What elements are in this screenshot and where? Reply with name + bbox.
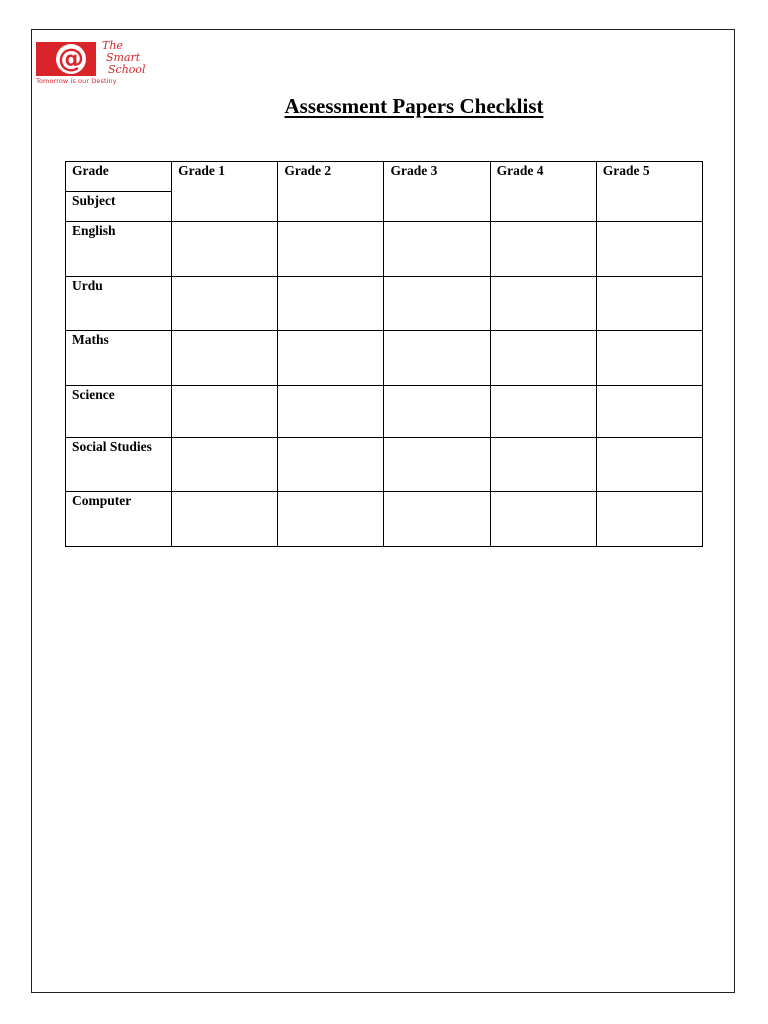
check-cell[interactable] xyxy=(596,492,702,547)
table-row xyxy=(66,331,703,386)
checklist-table xyxy=(65,161,703,547)
check-cell[interactable] xyxy=(490,331,596,386)
check-cell[interactable] xyxy=(384,277,490,331)
check-cell[interactable] xyxy=(384,222,490,277)
logo-school-name: The Smart School xyxy=(102,39,146,76)
at-sign-icon: @ xyxy=(58,44,84,74)
check-cell[interactable] xyxy=(596,438,702,492)
subject-label: Maths xyxy=(66,331,172,386)
logo-tagline: Tomorrow is our Destiny xyxy=(36,77,117,85)
check-cell[interactable] xyxy=(490,277,596,331)
document-title: Assessment Papers Checklist xyxy=(284,94,544,118)
check-cell[interactable] xyxy=(278,277,384,331)
check-cell[interactable] xyxy=(278,331,384,386)
subject-label: Science xyxy=(66,386,172,438)
school-logo xyxy=(36,39,148,88)
table-row xyxy=(66,438,703,492)
subject-label: English xyxy=(66,222,172,277)
check-cell[interactable] xyxy=(172,438,278,492)
check-cell[interactable] xyxy=(172,331,278,386)
check-cell[interactable] xyxy=(490,386,596,438)
grade-header: Grade 4 xyxy=(490,162,596,222)
check-cell[interactable] xyxy=(596,222,702,277)
check-cell[interactable] xyxy=(278,492,384,547)
grade-header: Grade 2 xyxy=(278,162,384,222)
check-cell[interactable] xyxy=(596,386,702,438)
table-row xyxy=(66,492,703,547)
check-cell[interactable] xyxy=(490,438,596,492)
grade-header: Grade 5 xyxy=(596,162,702,222)
check-cell[interactable] xyxy=(384,386,490,438)
check-cell[interactable] xyxy=(490,492,596,547)
table-header-row xyxy=(66,162,703,192)
check-cell[interactable] xyxy=(278,438,384,492)
check-cell[interactable] xyxy=(384,438,490,492)
table-row xyxy=(66,386,703,438)
check-cell[interactable] xyxy=(278,386,384,438)
check-cell[interactable] xyxy=(384,331,490,386)
check-cell[interactable] xyxy=(384,492,490,547)
check-cell[interactable] xyxy=(172,492,278,547)
check-cell[interactable] xyxy=(172,222,278,277)
subject-label: Computer xyxy=(66,492,172,547)
check-cell[interactable] xyxy=(596,277,702,331)
corner-subject-label: Subject xyxy=(66,192,172,222)
grade-header: Grade 1 xyxy=(172,162,278,222)
table-row xyxy=(66,277,703,331)
check-cell[interactable] xyxy=(596,331,702,386)
check-cell[interactable] xyxy=(490,222,596,277)
corner-grade-label: Grade xyxy=(66,162,172,192)
grade-header: Grade 3 xyxy=(384,162,490,222)
check-cell[interactable] xyxy=(278,222,384,277)
check-cell[interactable] xyxy=(172,277,278,331)
table-row xyxy=(66,222,703,277)
subject-label: Social Studies xyxy=(66,438,172,492)
check-cell[interactable] xyxy=(172,386,278,438)
subject-label: Urdu xyxy=(66,277,172,331)
